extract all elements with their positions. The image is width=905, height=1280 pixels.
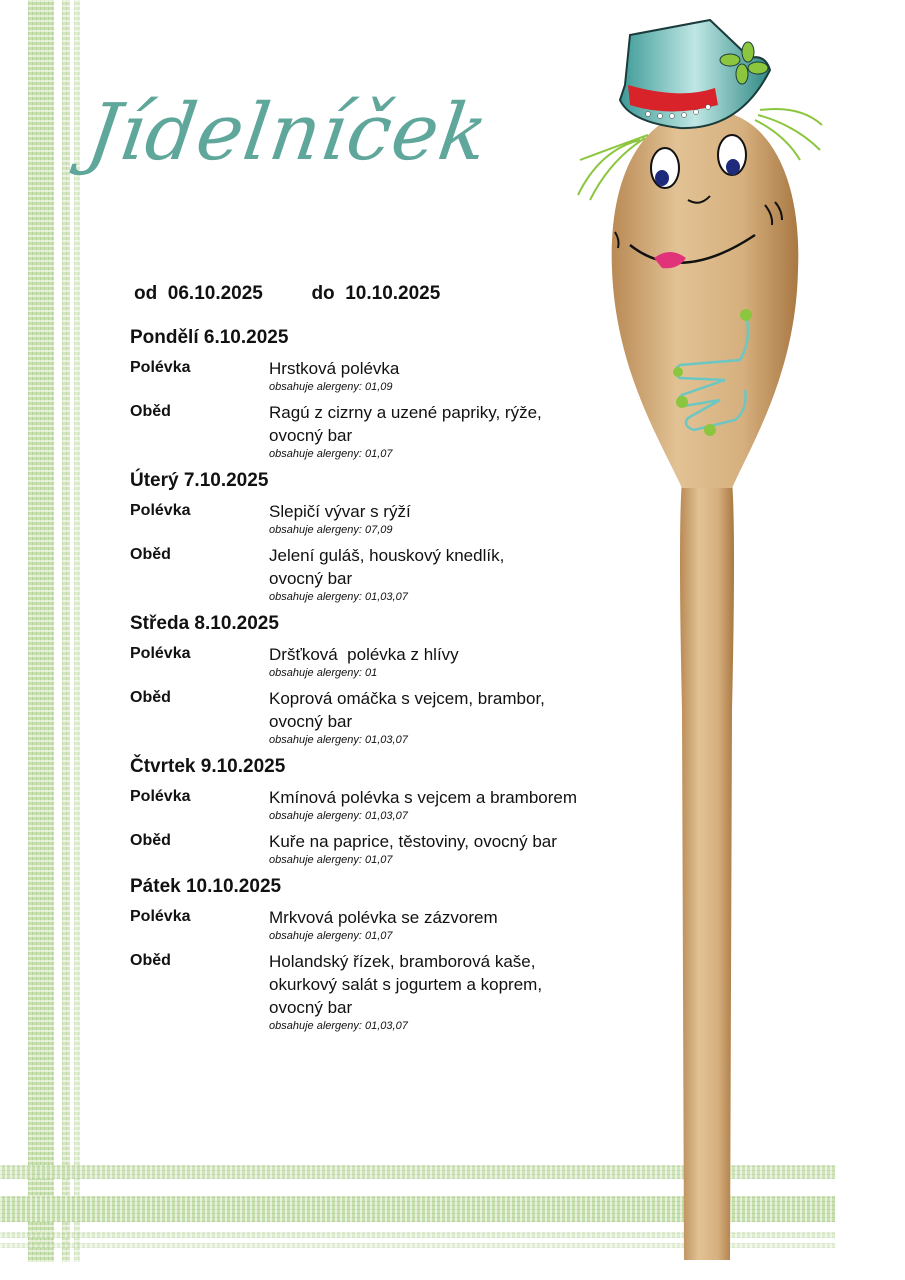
- meal-label: Polévka: [130, 502, 191, 519]
- dish-line: Dršťková polévka z hlívy: [269, 645, 459, 664]
- dish-line: Hrstková polévka: [269, 359, 400, 378]
- allergens-note: obsahuje alergeny: 01: [269, 667, 378, 679]
- date-range: [134, 283, 440, 305]
- dish-line: Holandský řízek, bramborová kaše,: [269, 952, 536, 971]
- meal-soup: [130, 357, 620, 393]
- dish-line: ovocný bar: [269, 569, 353, 588]
- meal-soup: [130, 643, 620, 679]
- meal-label: Oběd: [130, 403, 171, 420]
- allergens-note: obsahuje alergeny: 01,03,07: [269, 810, 408, 822]
- date-from-label: od: [134, 283, 158, 304]
- dish-line: Jelení guláš, houskový knedlík,: [269, 546, 505, 565]
- allergens-note: obsahuje alergeny: 01,03,07: [269, 1020, 408, 1032]
- meal-soup: [130, 906, 620, 942]
- meal-lunch: [130, 544, 620, 603]
- meal-lunch: [130, 830, 620, 866]
- meal-lunch: [130, 950, 620, 1032]
- weekly-menu: [130, 327, 620, 1042]
- dish-line: Kmínová polévka s vejcem a bramborem: [269, 788, 578, 807]
- day-heading: Pondělí 6.10.2025: [130, 327, 289, 348]
- meal-label: Oběd: [130, 689, 171, 706]
- dish-line: Ragú z cizrny a uzené papriky, rýže,: [269, 403, 542, 422]
- date-from: 06.10.2025: [167, 283, 263, 304]
- dish-line: Mrkvová polévka se zázvorem: [269, 908, 498, 927]
- allergens-note: obsahuje alergeny: 07,09: [269, 524, 393, 536]
- dish-line: ovocný bar: [269, 998, 353, 1017]
- allergens-note: obsahuje alergeny: 01,07: [269, 854, 393, 866]
- allergens-note: obsahuje alergeny: 01,03,07: [269, 734, 408, 746]
- dish-line: okurkový salát s jogurtem a koprem,: [269, 975, 543, 994]
- meal-label: Oběd: [130, 546, 171, 563]
- allergens-note: obsahuje alergeny: 01,07: [269, 448, 393, 460]
- allergens-note: obsahuje alergeny: 01,07: [269, 930, 393, 942]
- meal-soup: [130, 500, 620, 536]
- date-to: 10.10.2025: [345, 283, 441, 304]
- tablecloth-stripe: [28, 0, 54, 1262]
- meal-label: Polévka: [130, 908, 191, 925]
- day-friday: [130, 876, 620, 1032]
- day-heading: Úterý 7.10.2025: [130, 470, 269, 491]
- day-heading: Pátek 10.10.2025: [130, 876, 282, 897]
- meal-label: Oběd: [130, 952, 171, 969]
- dish-line: Slepičí vývar s rýží: [269, 502, 411, 521]
- allergens-note: obsahuje alergeny: 01,03,07: [269, 591, 408, 603]
- meal-label: Oběd: [130, 832, 171, 849]
- meal-lunch: [130, 687, 620, 746]
- allergens-note: obsahuje alergeny: 01,09: [269, 381, 393, 393]
- day-tuesday: [130, 470, 620, 603]
- meal-label: Polévka: [130, 359, 191, 376]
- day-wednesday: [130, 613, 620, 746]
- dish-line: Koprová omáčka s vejcem, brambor,: [269, 689, 545, 708]
- day-thursday: [130, 756, 620, 866]
- page-title: Jídelníček: [81, 88, 494, 178]
- meal-label: Polévka: [130, 788, 191, 805]
- date-to-label: do: [311, 283, 335, 304]
- day-monday: [130, 327, 620, 460]
- dish-line: Kuře na paprice, těstoviny, ovocný bar: [269, 832, 557, 851]
- dish-line: ovocný bar: [269, 712, 353, 731]
- tablecloth-stripe: [62, 0, 70, 1262]
- day-heading: Čtvrtek 9.10.2025: [130, 756, 286, 777]
- meal-lunch: [130, 401, 620, 460]
- day-heading: Středa 8.10.2025: [130, 613, 279, 634]
- meal-label: Polévka: [130, 645, 191, 662]
- tablecloth-stripe: [74, 0, 80, 1262]
- meal-soup: [130, 786, 620, 822]
- dish-line: ovocný bar: [269, 426, 353, 445]
